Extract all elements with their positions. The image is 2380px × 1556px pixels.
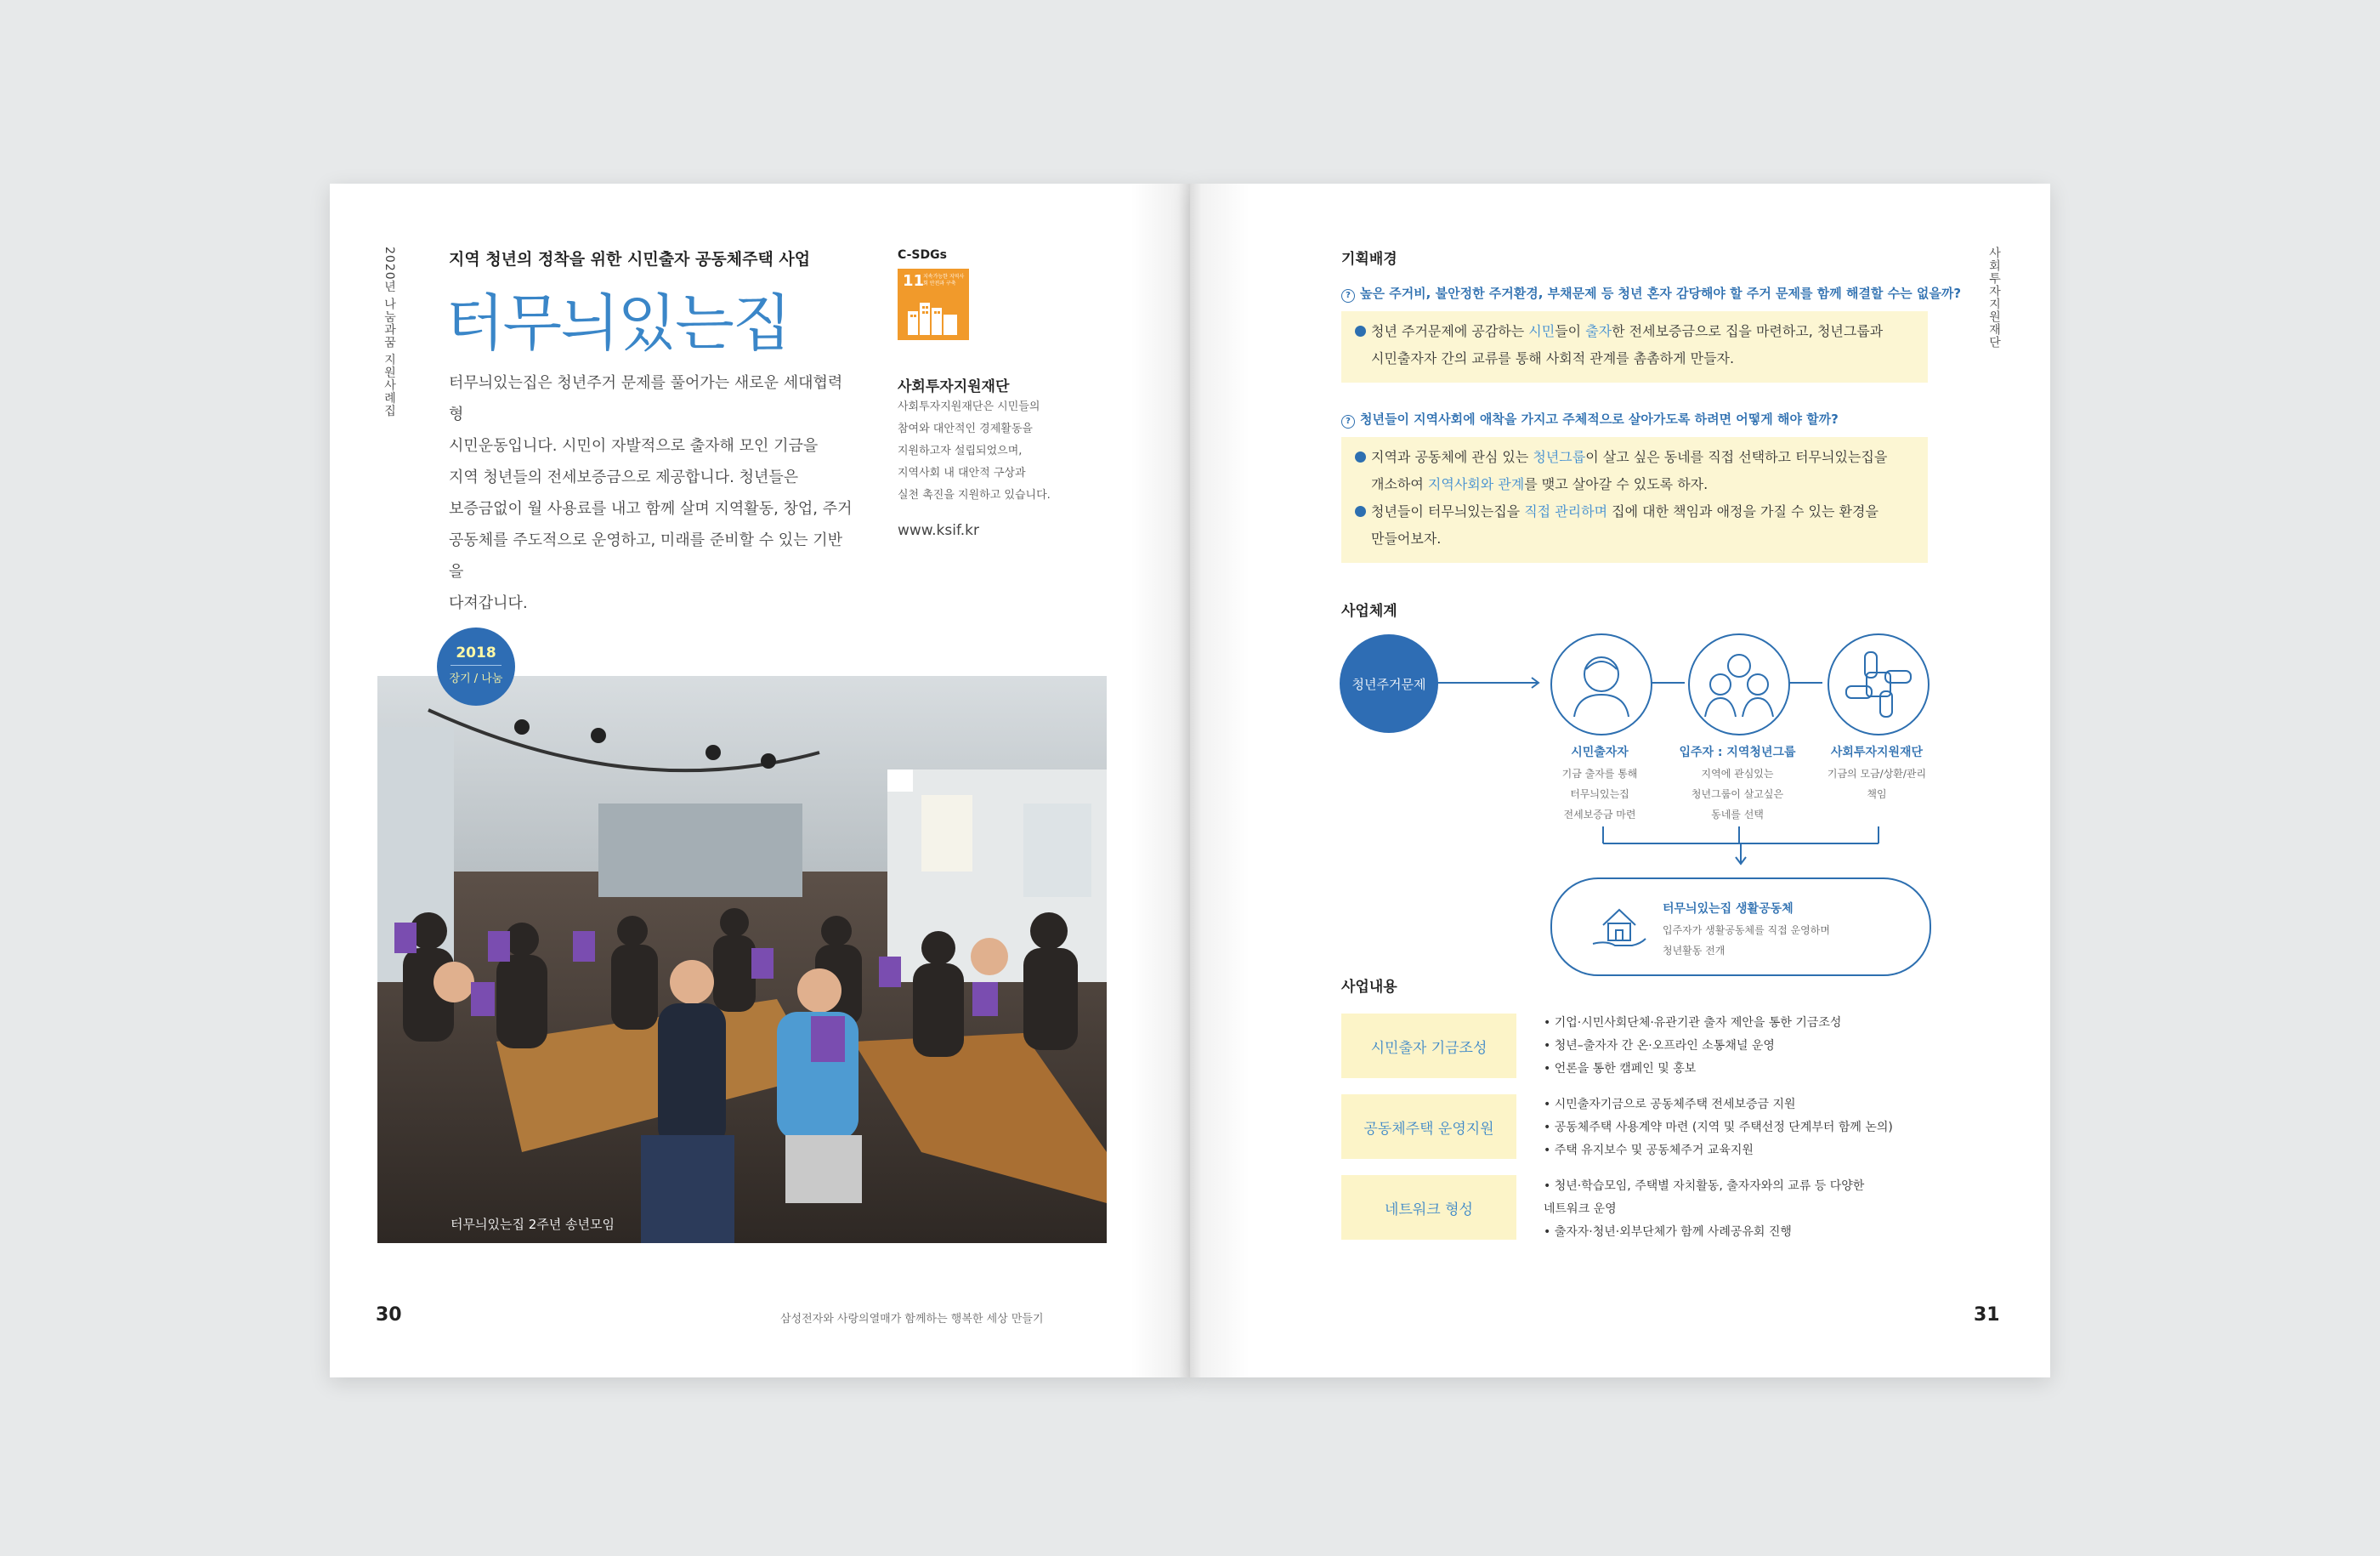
sdg-number: 11 <box>903 272 925 290</box>
list-item: • 시민출자기금으로 공동체주택 전세보증금 지원 <box>1544 1098 1796 1111</box>
list-item: • 언론을 통한 캠페인 및 홍보 <box>1544 1062 1697 1076</box>
answer-2-line-1: 지역과 공동체에 관심 있는 청년그룹이 살고 싶은 동네를 직접 선택하고 터무늬있는집을 <box>1355 444 1887 471</box>
list-item: • 출자자·청년·외부단체가 함께 사례공유회 진행 <box>1544 1225 1792 1239</box>
answer-2-line-3: 청년들이 터무늬있는집을 직접 관리하며 집에 대한 책임과 애정을 가질 수 있는 환경을 <box>1355 498 1878 525</box>
node-label: 시민출자자 <box>1571 746 1629 759</box>
node-label: 입주자 : 지역청년그룹 <box>1679 746 1796 759</box>
left-vertical-label: 2020년 나눔과꿈 지원사례집 <box>382 247 396 417</box>
list-item: • 주택 유지보수 및 공동체주거 교육지원 <box>1544 1144 1754 1157</box>
category-list <box>1544 1175 1864 1244</box>
system-heading: 사업체계 <box>1341 603 1397 620</box>
sdg-11-icon <box>898 269 969 340</box>
hands-icon <box>1828 633 1930 735</box>
question-icon: ? <box>1341 289 1355 303</box>
project-subtitle: 지역 청년의 정착을 위한 시민출자 공동체주택 사업 <box>449 250 811 269</box>
sdg-text: 지속가능한 지역사회 안전과 구축 <box>923 274 965 287</box>
answer-1-line-1: 청년 주거문제에 공감하는 시민들이 출자한 전세보증금으로 집을 마련하고, 청년그룹과 <box>1355 318 1883 345</box>
node-description: 지역에 관심있는 청년그룹이 살고싶은 동네를 선택 <box>1691 768 1784 821</box>
bullet-icon <box>1355 506 1366 517</box>
question-1: ? 높은 주거비, 불안정한 주거환경, 부채문제 등 청년 혼자 감당해야 할 주거 문제를 함께 해결할 수는 없을까? <box>1341 284 1961 303</box>
node-description: 기금의 모금/상환/관리 책임 <box>1827 768 1927 800</box>
category-box: 네트워크 형성 <box>1341 1175 1516 1240</box>
right-page-number: 31 <box>1974 1304 2000 1326</box>
answer-2-box <box>1341 437 1928 563</box>
footer-text: 삼성전자와 사랑의열매가 함께하는 행복한 세상 만들기 <box>780 1313 1044 1326</box>
photo-caption: 터무늬있는집 2주년 송년모임 <box>450 1217 615 1232</box>
list-item: • 청년·학습모임, 주택별 자치활동, 출자자와의 교류 등 다양한 네트워크 운영 <box>1544 1179 1865 1216</box>
category-list <box>1544 1012 1841 1081</box>
answer-1-box <box>1341 311 1928 383</box>
bullet-icon <box>1355 451 1366 463</box>
house-hand-icon <box>1590 898 1649 957</box>
badge-year: 2018 <box>456 645 496 662</box>
buildings-icon <box>906 299 960 335</box>
answer-2-line-4: 만들어보자. <box>1371 531 1442 547</box>
question-2: ? 청년들이 지역사회에 애착을 가지고 주체적으로 살아가도록 하려면 어떻게 해야 할까? <box>1341 410 1839 429</box>
photo-illustration <box>377 676 1107 1243</box>
left-page-number: 30 <box>376 1304 402 1326</box>
citizen-investor-icon <box>1550 633 1652 735</box>
result-box <box>1550 877 1931 976</box>
start-node: 청년주거문제 <box>1340 634 1438 733</box>
project-title: 터무늬있는집 <box>445 287 790 359</box>
org-description: 사회투자지원재단은 시민들의 참여와 대안적인 경제활동을 지원하고자 설립되었으며, 지역사회 내 대안적 구상과 실천 촉진을 지원하고 있습니다. <box>898 400 1051 502</box>
list-item: • 공동체주택 사용계약 마련 (지역 및 주택선정 단계부터 함께 논의) <box>1544 1121 1893 1134</box>
question-icon: ? <box>1341 415 1355 429</box>
year-badge <box>437 628 515 706</box>
org-name: 사회투자지원재단 <box>898 378 1010 395</box>
category-list <box>1544 1093 1893 1162</box>
result-description: 입주자가 생활공동체를 직접 운영하며 청년활동 전개 <box>1663 924 1830 957</box>
csdgs-label: C-SDGs <box>898 248 947 262</box>
org-url[interactable]: www.ksif.kr <box>898 522 979 539</box>
youth-group-icon <box>1688 633 1790 735</box>
content-heading: 사업내용 <box>1341 979 1397 996</box>
category-box: 시민출자 기금조성 <box>1341 1014 1516 1078</box>
badge-type: 장기 / 나눔 <box>449 673 503 685</box>
bullet-icon <box>1355 326 1366 337</box>
node-label: 사회투자지원재단 <box>1830 746 1924 759</box>
answer-2-line-2: 개소하여 지역사회와 관계를 맺고 살아갈 수 있도록 하자. <box>1371 476 1708 492</box>
list-item: • 청년–출자자 간 온·오프라인 소통채널 운영 <box>1544 1039 1775 1053</box>
result-title: 터무늬있는집 생활공동체 <box>1663 902 1794 916</box>
answer-1-line-2: 시민출자자 간의 교류를 통해 사회적 관계를 촘촘하게 만들자. <box>1371 350 1735 366</box>
list-item: • 기업·시민사회단체·유관기관 출자 제안을 통한 기금조성 <box>1544 1016 1842 1030</box>
intro-text: 터무늬있는집은 청년주거 문제를 풀어가는 새로운 세대협력형 시민운동입니다. 시민이 자발적으로 출자해 모인 기금을 지역 청년들의 전세보증금으로 제공합니다. 청년들은 보증금없이 월 사용료를 내고 함께 살며 지역활동, 창업, 주거 공동체를 주도적으로 운영하고, 미래를 준비할 수 있는 기반을 다져갑니다. <box>449 374 853 612</box>
event-photo <box>377 676 1107 1243</box>
background-heading: 기획배경 <box>1341 251 1397 268</box>
node-description: 기금 출자를 통해 터무늬있는집 전세보증금 마련 <box>1561 768 1638 821</box>
right-vertical-label: 사회투자지원재단 <box>1987 247 2001 349</box>
category-box: 공동체주택 운영지원 <box>1341 1094 1516 1159</box>
